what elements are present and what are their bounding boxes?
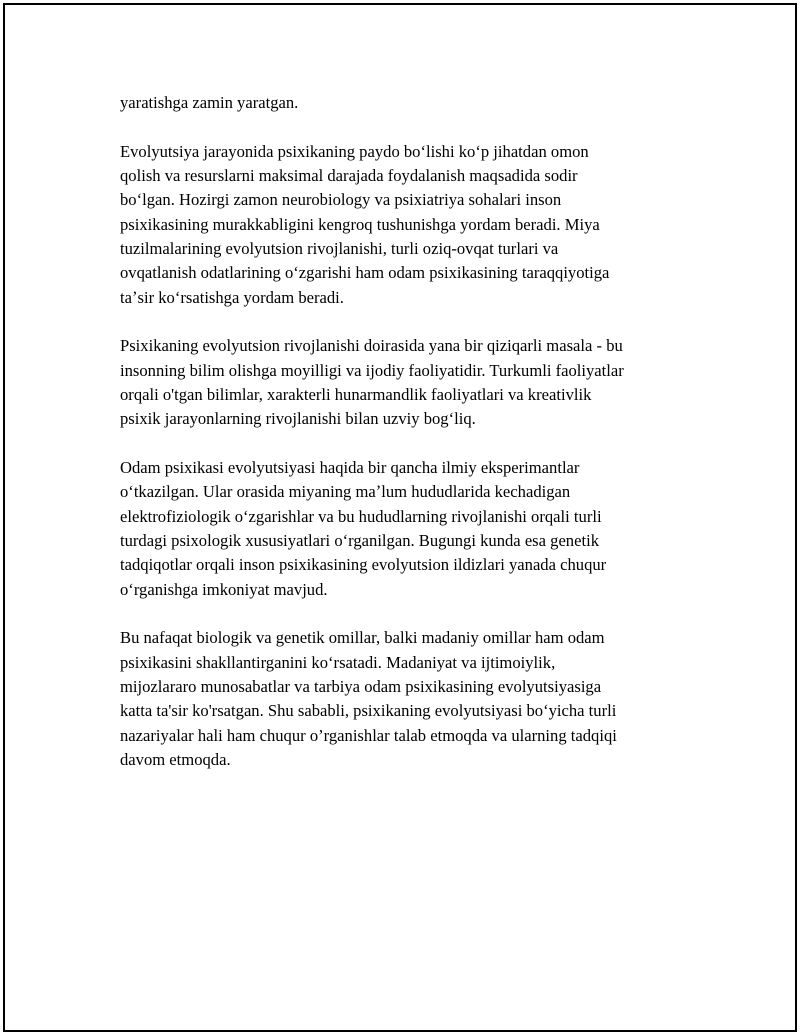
text-line: taʼsir koʻrsatishga yordam beradi.	[120, 287, 344, 307]
text-line: Bu nafaqat biologik va genetik omillar, balki madaniy omillar ham odam	[120, 628, 605, 648]
text-line: insonning bilim olishga moyilligi va ijodiy faoliyatidir. Turkumli faoliyatlar	[120, 360, 624, 380]
paragraph-3	[120, 334, 690, 431]
text-line: nazariyalar hali ham chuqur o’rganishlar talab etmoqda va ularning tadqiqi	[120, 725, 617, 745]
text-line: psixikasini shakllantirganini koʻrsatadi. Madaniyat va ijtimoiylik,	[120, 652, 556, 672]
text-line: turdagi psixologik xususiyatlari oʻrganilgan. Bugungi kunda esa genetik	[120, 530, 599, 550]
text-line: mijozlararo munosabatlar va tarbiya odam psixikasining evolyutsiyasiga	[120, 676, 602, 696]
text-line: tuzilmalarining evolyutsion rivojlanishi, turli oziq-ovqat turlari va	[120, 238, 559, 258]
paragraph-5	[120, 626, 690, 772]
text-line: Psixikaning evolyutsion rivojlanishi doirasida yana bir qiziqarli masala - bu	[120, 336, 623, 356]
text-line: psixikasining murakkabligini kengroq tushunishga yordam beradi. Miya	[120, 214, 600, 234]
text-line: tadqiqotlar orqali inson psixikasining evolyutsion ildizlari yanada chuqur	[120, 555, 607, 575]
text-line: katta ta'sir ko'rsatgan. Shu sababli, psixikaning evolyutsiyasi boʻyicha turli	[120, 701, 617, 721]
text-line: Evolyutsiya jarayonida psixikaning paydo boʻlishi koʻp jihatdan omon	[120, 141, 589, 161]
document-body	[120, 91, 690, 797]
text-line: boʻlgan. Hozirgi zamon neurobiology va psixiatriya sohalari inson	[120, 190, 562, 210]
paragraph-2	[120, 140, 690, 310]
text-line: oʻrganishga imkoniyat mavjud.	[120, 579, 328, 599]
document-page	[3, 3, 797, 1032]
text-line: ovqatlanish odatlarining oʻzgarishi ham odam psixikasining taraqqiyotiga	[120, 263, 610, 283]
text-line: elektrofiziologik oʻzgarishlar va bu hududlarning rivojlanishi orqali turli	[120, 506, 602, 526]
text-line: Odam psixikasi evolyutsiyasi haqida bir qancha ilmiy eksperimantlar	[120, 458, 580, 478]
text-line: qolish va resurslarni maksimal darajada foydalanish maqsadida sodir	[120, 166, 578, 186]
paragraph-1	[120, 91, 690, 115]
text-line: davom etmoqda.	[120, 749, 231, 769]
paragraph-4	[120, 456, 690, 602]
text-line: psixik jarayonlarning rivojlanishi bilan uzviy bogʻliq.	[120, 409, 476, 429]
text-line: yaratishga zamin yaratgan.	[120, 93, 299, 112]
text-line: oʻtkazilgan. Ular orasida miyaning maʼlum hududlarida kechadigan	[120, 482, 571, 502]
text-line: orqali o'tgan bilimlar, xarakterli hunarmandlik faoliyatlari va kreativlik	[120, 384, 592, 404]
